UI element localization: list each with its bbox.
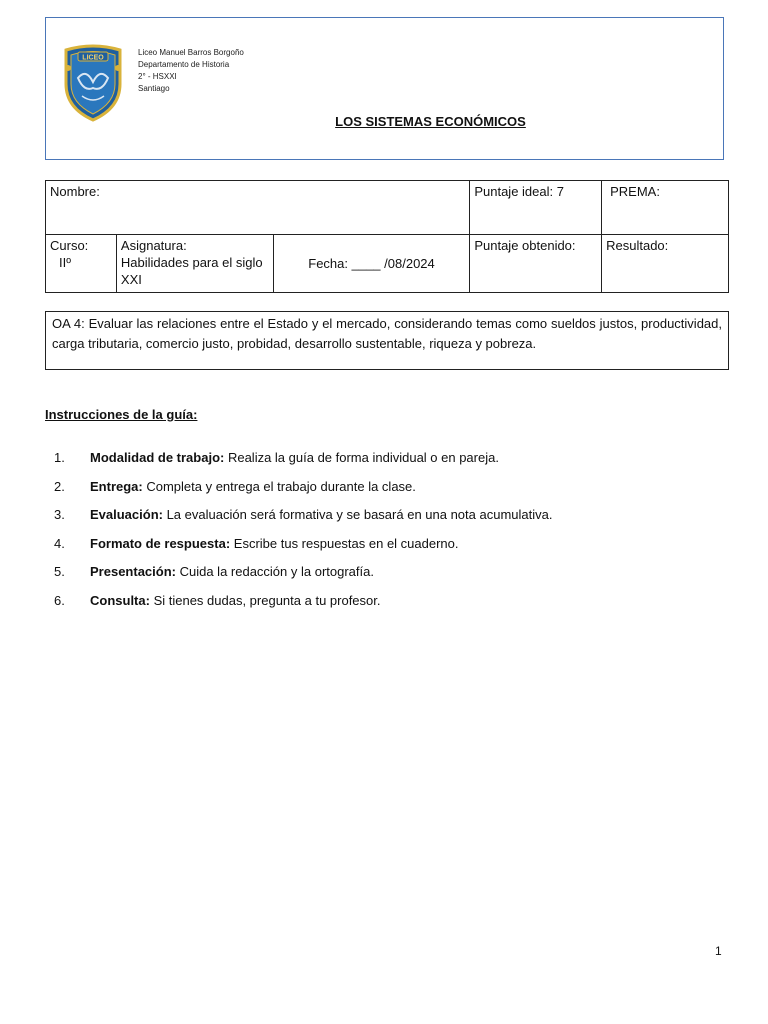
instruction-number: 3. xyxy=(54,507,65,522)
student-info-table xyxy=(45,180,729,293)
instruction-number: 4. xyxy=(54,535,65,551)
page-number: 1 xyxy=(715,944,722,958)
curso-cell xyxy=(46,235,117,293)
curso-value: IIº xyxy=(59,255,71,270)
instruction-text: Cuida la redacción y la ortografía. xyxy=(175,564,374,579)
instruction-label: Modalidad de trabajo: xyxy=(90,450,225,465)
instruction-text: La evaluación será formativa y se basará en una nota acumulativa. xyxy=(162,507,553,522)
instruction-item xyxy=(45,534,552,563)
instruction-number: 1. xyxy=(54,450,65,465)
instruction-label: Entrega: xyxy=(90,478,143,494)
asignatura-cell xyxy=(116,235,273,293)
school-info xyxy=(138,47,244,95)
instruction-item xyxy=(45,477,552,506)
instruction-label: Presentación: xyxy=(90,564,176,579)
school-crest-logo xyxy=(62,42,124,122)
puntaje-obtenido-cell[interactable]: Puntaje obtenido: xyxy=(470,235,602,293)
course-code: 2° - HSXXI xyxy=(138,72,177,81)
instruction-label: Evaluación: xyxy=(90,507,163,522)
asignatura-label: Asignatura: xyxy=(120,238,187,253)
instruction-text: Escribe tus respuestas en el cuaderno. xyxy=(230,535,459,551)
instruction-item xyxy=(45,448,552,477)
instruction-item xyxy=(45,505,552,534)
department-name: Departamento de Historia xyxy=(138,60,230,69)
instruction-text: Si tienes dudas, pregunta a tu profesor. xyxy=(149,592,381,608)
instructions-title: Instrucciones de la guía: xyxy=(45,407,198,422)
header-box xyxy=(45,17,724,160)
instruction-text: Completa y entrega el trabajo durante la clase. xyxy=(142,478,416,494)
asignatura-value: Habilidades para el siglo XXI xyxy=(120,255,263,287)
instruction-item xyxy=(45,591,552,620)
city: Santiago xyxy=(138,84,170,93)
fecha-cell[interactable]: Fecha: ____ /08/2024 xyxy=(273,235,470,293)
prema-cell[interactable]: PREMA: xyxy=(602,181,729,235)
puntaje-ideal-cell: Puntaje ideal: 7 xyxy=(470,181,602,235)
resultado-cell[interactable]: Resultado: xyxy=(602,235,729,293)
instruction-text: Realiza la guía de forma individual o en pareja. xyxy=(224,450,499,465)
instruction-label: Formato de respuesta: xyxy=(90,535,231,551)
instruction-label: Consulta: xyxy=(90,592,150,608)
learning-objective-box: OA 4: Evaluar las relaciones entre el Estado y el mercado, considerando temas como sueldos justos, productividad, carga tributaria, comercio justo, probidad, desarrollo sustentable, riqueza y pobreza. xyxy=(45,311,729,370)
instruction-number: 6. xyxy=(54,592,65,608)
curso-label: Curso: xyxy=(50,238,89,253)
instruction-item xyxy=(45,562,552,591)
instruction-number: 2. xyxy=(54,478,65,494)
school-name: Liceo Manuel Barros Borgoño xyxy=(138,48,244,57)
document-title: LOS SISTEMAS ECONÓMICOS xyxy=(335,114,526,129)
svg-text:LICEO: LICEO xyxy=(82,54,104,62)
nombre-cell[interactable]: Nombre: xyxy=(46,181,470,235)
instruction-number: 5. xyxy=(54,564,65,579)
instructions-list xyxy=(45,448,552,619)
